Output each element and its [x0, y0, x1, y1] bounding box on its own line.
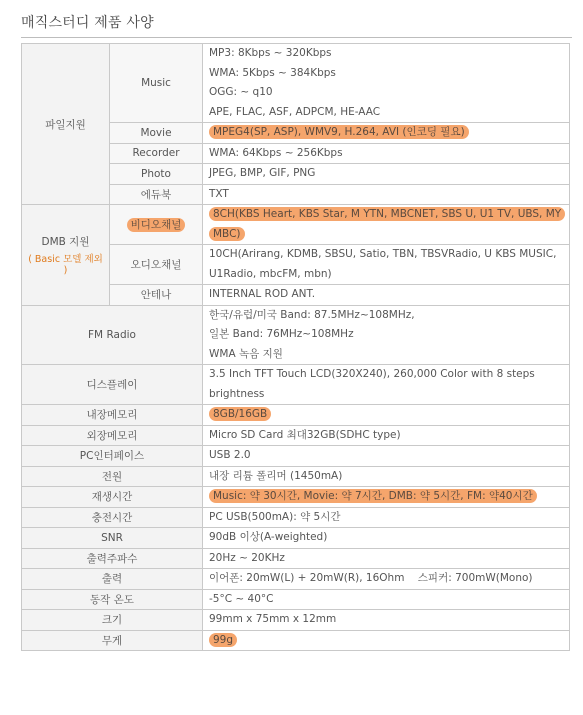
highlighted-label: 비디오채널 — [127, 218, 186, 232]
category-external-memory: 외장메모리 — [22, 425, 203, 446]
highlighted-value: 8GB/16GB — [209, 407, 271, 421]
table-row — [22, 528, 570, 549]
recorder-formats: WMA: 64Kbps ~ 256Kbps — [203, 143, 570, 164]
table-row — [22, 507, 570, 528]
power-value: 내장 리튬 폴리머 (1450mA) — [203, 466, 570, 487]
playtime-value — [203, 487, 570, 508]
video-channels — [203, 205, 570, 245]
sub-label-photo: Photo — [110, 164, 203, 185]
category-size: 크기 — [22, 610, 203, 631]
sub-label-video-channel — [110, 205, 203, 245]
sub-label-ebook: 에듀북 — [110, 184, 203, 205]
table-row — [22, 569, 570, 590]
sub-label-audio-channel: 오디오채널 — [110, 245, 203, 285]
photo-formats: JPEG, BMP, GIF, PNG — [203, 164, 570, 185]
page-title: 매직스터디 제품 사양 — [21, 15, 154, 31]
sub-label-music: Music — [110, 44, 203, 123]
table-row — [22, 365, 570, 405]
size-value: 99mm x 75mm x 12mm — [203, 610, 570, 631]
table-row — [22, 305, 570, 365]
antenna-value: INTERNAL ROD ANT. — [203, 285, 570, 306]
table-row — [22, 405, 570, 426]
highlighted-value: 99g — [209, 633, 237, 647]
category-display: 디스플레이 — [22, 365, 203, 405]
fm-radio-values — [203, 305, 570, 365]
table-row — [22, 44, 570, 123]
music-line: WMA: 5Kbps ~ 384Kbps — [209, 66, 336, 79]
music-line: OGG: ~ q10 — [209, 86, 273, 98]
sub-label-recorder: Recorder — [110, 143, 203, 164]
title-divider — [21, 37, 572, 38]
fm-line: WMA 녹음 지원 — [209, 347, 283, 360]
weight-value — [203, 630, 570, 651]
table-row — [22, 466, 570, 487]
category-pc-interface: PC인터페이스 — [22, 446, 203, 467]
category-fm-radio: FM Radio — [22, 305, 203, 365]
ebook-formats: TXT — [203, 184, 570, 205]
table-row — [22, 630, 570, 651]
category-internal-memory: 내장메모리 — [22, 405, 203, 426]
dmb-note: ( Basic 모델 제외 ) — [28, 253, 103, 276]
category-playtime: 재생시간 — [22, 487, 203, 508]
snr-value: 90dB 이상(A-weighted) — [203, 528, 570, 549]
sub-label-antenna: 안테나 — [110, 285, 203, 306]
output-value: 이어폰: 20mW(L) + 20mW(R), 16Ohm 스피커: 700mW(Mono) — [203, 569, 570, 590]
highlighted-value: Music: 약 30시간, Movie: 약 7시간, DMB: 약 5시간, FM: 약40시간 — [209, 489, 537, 503]
category-output: 출력 — [22, 569, 203, 590]
table-row — [22, 548, 570, 569]
category-file-support: 파일지원 — [22, 44, 110, 205]
table-row — [22, 446, 570, 467]
dmb-label: DMB 지원 — [41, 235, 90, 248]
category-snr: SNR — [22, 528, 203, 549]
pc-interface-value: USB 2.0 — [203, 446, 570, 467]
category-power: 전원 — [22, 466, 203, 487]
category-weight: 무게 — [22, 630, 203, 651]
internal-memory-value — [203, 405, 570, 426]
category-operating-temp: 동작 온도 — [22, 589, 203, 610]
highlighted-value: MPEG4(SP, ASP), WMV9, H.264, AVI (인코딩 필요) — [209, 125, 469, 139]
music-line: APE, FLAC, ASF, ADPCM, HE-AAC — [209, 105, 381, 118]
category-dmb — [22, 205, 110, 306]
movie-formats — [203, 123, 570, 144]
external-memory-value: Micro SD Card 최대32GB(SDHC type) — [203, 425, 570, 446]
spec-table — [21, 43, 570, 651]
output-frequency-value: 20Hz ~ 20KHz — [203, 548, 570, 569]
table-row — [22, 205, 570, 245]
table-row — [22, 610, 570, 631]
fm-line: 한국/유럽/미국 Band: 87.5MHz~108MHz, — [209, 308, 415, 321]
category-output-frequency: 출력주파수 — [22, 548, 203, 569]
sub-label-movie: Movie — [110, 123, 203, 144]
category-charge-time: 충전시간 — [22, 507, 203, 528]
music-line: MP3: 8Kbps ~ 320Kbps — [209, 47, 332, 59]
highlighted-value: 8CH(KBS Heart, KBS Star, M YTN, MBCNET, SBS U, U1 TV, UBS, MY MBC) — [209, 207, 565, 241]
music-formats — [203, 44, 570, 123]
audio-channels: 10CH(Arirang, KDMB, SBSU, Satio, TBN, TBSVRadio, U KBS MUSIC, U1Radio, mbcFM, mbn) — [203, 245, 570, 285]
fm-line: 일본 Band: 76MHz~108MHz — [209, 328, 354, 340]
table-row — [22, 425, 570, 446]
table-row — [22, 487, 570, 508]
table-row — [22, 589, 570, 610]
charge-time-value: PC USB(500mA): 약 5시간 — [203, 507, 570, 528]
operating-temp-value: -5°C ~ 40°C — [203, 589, 570, 610]
display-value: 3.5 Inch TFT Touch LCD(320X240), 260,000 Color with 8 steps brightness — [203, 365, 570, 405]
